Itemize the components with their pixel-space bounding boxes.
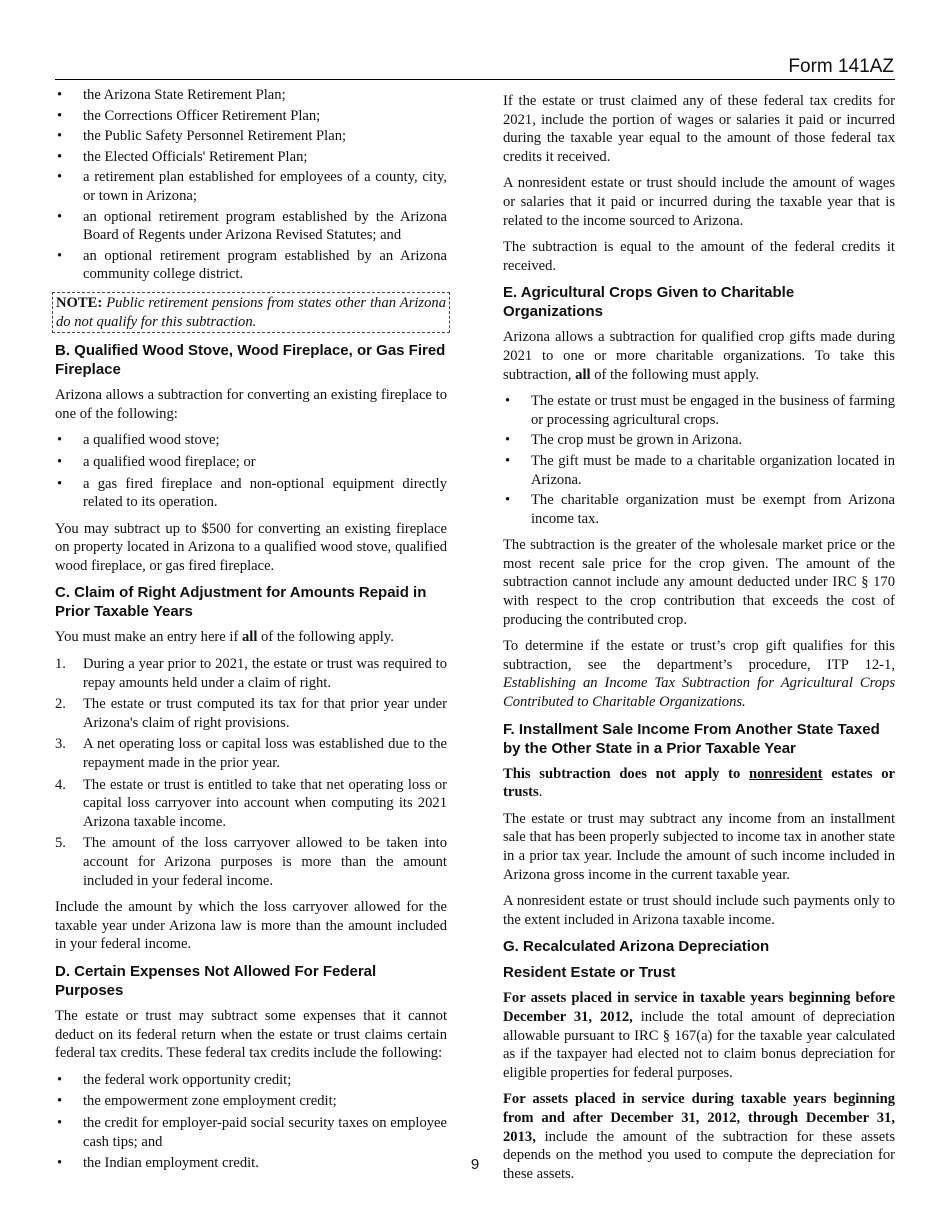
section-e-body: The subtraction is the greater of the wholesale market price or the most recent sale price for the crop given. The amount of the subtraction cannot include any amount deducted under IRC § 170 with respect to the crop contribution that exceeds the cost of producing the contributed crop.	[503, 537, 895, 628]
section-b-heading: B. Qualified Wood Stove, Wood Fireplace, or Gas Fired Fireplace	[55, 342, 446, 379]
section-d-intro: The estate or trust may subtract some expenses that it cannot deduct on its federal return when the estate or trust claims certain federal tax credits. These federal tax credits include the following:	[55, 1007, 447, 1062]
list-item: • a gas fired fireplace and non-optional equipment directly related to its operation.	[57, 475, 447, 511]
section-b-list	[55, 431, 447, 511]
list-item: • a retirement plan established for employees of a county, city, or town in Arizona;	[57, 169, 447, 204]
note-box	[52, 292, 450, 333]
section-f-warning: This subtraction does not apply to nonresident estates or trusts.	[503, 765, 895, 801]
list-item: • an optional retirement program established by the Arizona Board of Regents under Arizona Revised Statutes; and	[57, 208, 447, 244]
list-item: • The gift must be made to a charitable organization located in Arizona.	[505, 452, 895, 488]
list-item: • the Arizona State Retirement Plan;	[57, 87, 286, 103]
list-item: • a qualified wood stove;	[57, 432, 220, 449]
list-item: • the Elected Officials' Retirement Plan;	[57, 148, 308, 165]
section-d-continued: A nonresident estate or trust should include the amount of wages or salaries that it paid or incurred during the taxable year that is related to the income sourced to Arizona.	[503, 175, 895, 229]
list-item: • The charitable organization must be exempt from Arizona income tax.	[505, 492, 895, 527]
form-title: Form 141AZ	[788, 56, 894, 77]
section-d-continued: If the estate or trust claimed any of these federal tax credits for 2021, include the portion of wages or salaries it paid or incurred during the taxable year equal to the amount of those federal tax credits it received.	[503, 93, 895, 165]
section-c-list	[55, 655, 447, 890]
list-item: 2. The estate or trust computed its tax for that prior year under Arizona's claim of right provisions.	[55, 696, 447, 731]
section-e-procedure: To determine if the estate or trust’s crop gift qualifies for this subtraction, see the department’s procedure, ITP 12-1, Establishing an Income Tax Subtraction for Agricultural Crops Contributed to Charitable Organizations.	[503, 638, 895, 711]
section-g-para-1: For assets placed in service in taxable years beginning before December 31, 2012, include the total amount of depreciation allowable pursuant to IRC § 167(a) for the taxable year calculated as if the taxpayer had elected not to claim bonus depreciation for eligible properties for federal purposes.	[503, 990, 896, 1081]
section-f-nonresident: A nonresident estate or trust should include such payments only to the extent included in Arizona taxable income.	[503, 893, 895, 928]
section-g-subheading: Resident Estate or Trust	[503, 964, 676, 982]
list-item: • The estate or trust must be engaged in the business of farming or processing agricultural crops.	[505, 393, 895, 428]
section-d-continued: The subtraction is equal to the amount of the federal credits it received.	[503, 239, 895, 274]
list-item: • a qualified wood fireplace; or	[57, 453, 256, 470]
section-e-intro: Arizona allows a subtraction for qualified crop gifts made during 2021 to one or more charitable organizations. To take this subtraction, all of the following must apply.	[503, 329, 895, 383]
left-column	[55, 86, 447, 1181]
list-item: • The crop must be grown in Arizona.	[505, 432, 743, 449]
list-item: • the credit for employer-paid social security taxes on employee cash tips; and	[57, 1114, 447, 1150]
right-column	[503, 92, 895, 1191]
page-number: 9	[470, 1156, 480, 1173]
section-c-body: Include the amount by which the loss carryover allowed for the taxable year under Arizona law is more than the amount included in your federal income.	[55, 899, 447, 953]
list-item: • the empowerment zone employment credit;	[57, 1093, 337, 1110]
section-e-heading: E. Agricultural Crops Given to Charitable Organizations	[503, 284, 795, 321]
list-item: 1. During a year prior to 2021, the estate or trust was required to repay amounts held under a claim of right.	[55, 656, 447, 691]
list-item: • the Corrections Officer Retirement Plan;	[57, 107, 321, 124]
section-c-heading: C. Claim of Right Adjustment for Amounts Repaid in Prior Taxable Years	[55, 584, 427, 621]
list-item: 4. The estate or trust is entitled to take that net operating loss or capital loss carryover into account when computing its 2021 Arizona taxable income.	[55, 776, 447, 830]
list-item: • the Indian employment credit.	[57, 1155, 259, 1172]
list-item: • the federal work opportunity credit;	[57, 1071, 292, 1088]
section-f-heading: F. Installment Sale Income From Another State Taxed by the Other State in a Prior Taxable Year	[503, 720, 880, 757]
section-b-intro: Arizona allows a subtraction for converting an existing fireplace to one of the following:	[55, 387, 447, 422]
list-item: 3. A net operating loss or capital loss was established due to the repayment made in the prior year.	[55, 736, 447, 772]
note-label: NOTE:	[56, 294, 103, 311]
header-rule	[55, 79, 895, 80]
section-g-para-2: For assets placed in service during taxable years beginning from and after December 31, 2012, through December 31, 2013, include the amount of the subtraction for these assets depends on the method you used to compute the depreciation for these assets.	[503, 1091, 895, 1182]
note-text: Public retirement pensions from states other than Arizona do not qualify for this subtraction.	[56, 294, 446, 330]
list-item: 5. The amount of the loss carryover allowed to be taken into account for Arizona purposes is more than the amount included in your federal income.	[55, 835, 447, 889]
list-item: • the Public Safety Personnel Retirement Plan;	[57, 128, 347, 145]
retirement-plan-list	[55, 86, 447, 284]
section-g-heading: G. Recalculated Arizona Depreciation	[503, 938, 770, 956]
list-item: • an optional retirement program established by an Arizona community college district.	[57, 247, 447, 283]
section-b-body: You may subtract up to $500 for converting an existing fireplace on property located in Arizona to a qualified wood stove, qualified wood fireplace, or gas fired fireplace.	[55, 520, 447, 574]
section-c-intro: You must make an entry here if all of the following apply.	[55, 629, 394, 646]
section-e-list	[503, 392, 895, 528]
section-f-body: The estate or trust may subtract any income from an installment sale that has been properly subjected to income tax in another state in a prior tax year. Include the amount of such income included in Arizona gross income in the current taxable year.	[503, 810, 895, 883]
section-d-heading: D. Certain Expenses Not Allowed For Federal Purposes	[55, 962, 377, 999]
